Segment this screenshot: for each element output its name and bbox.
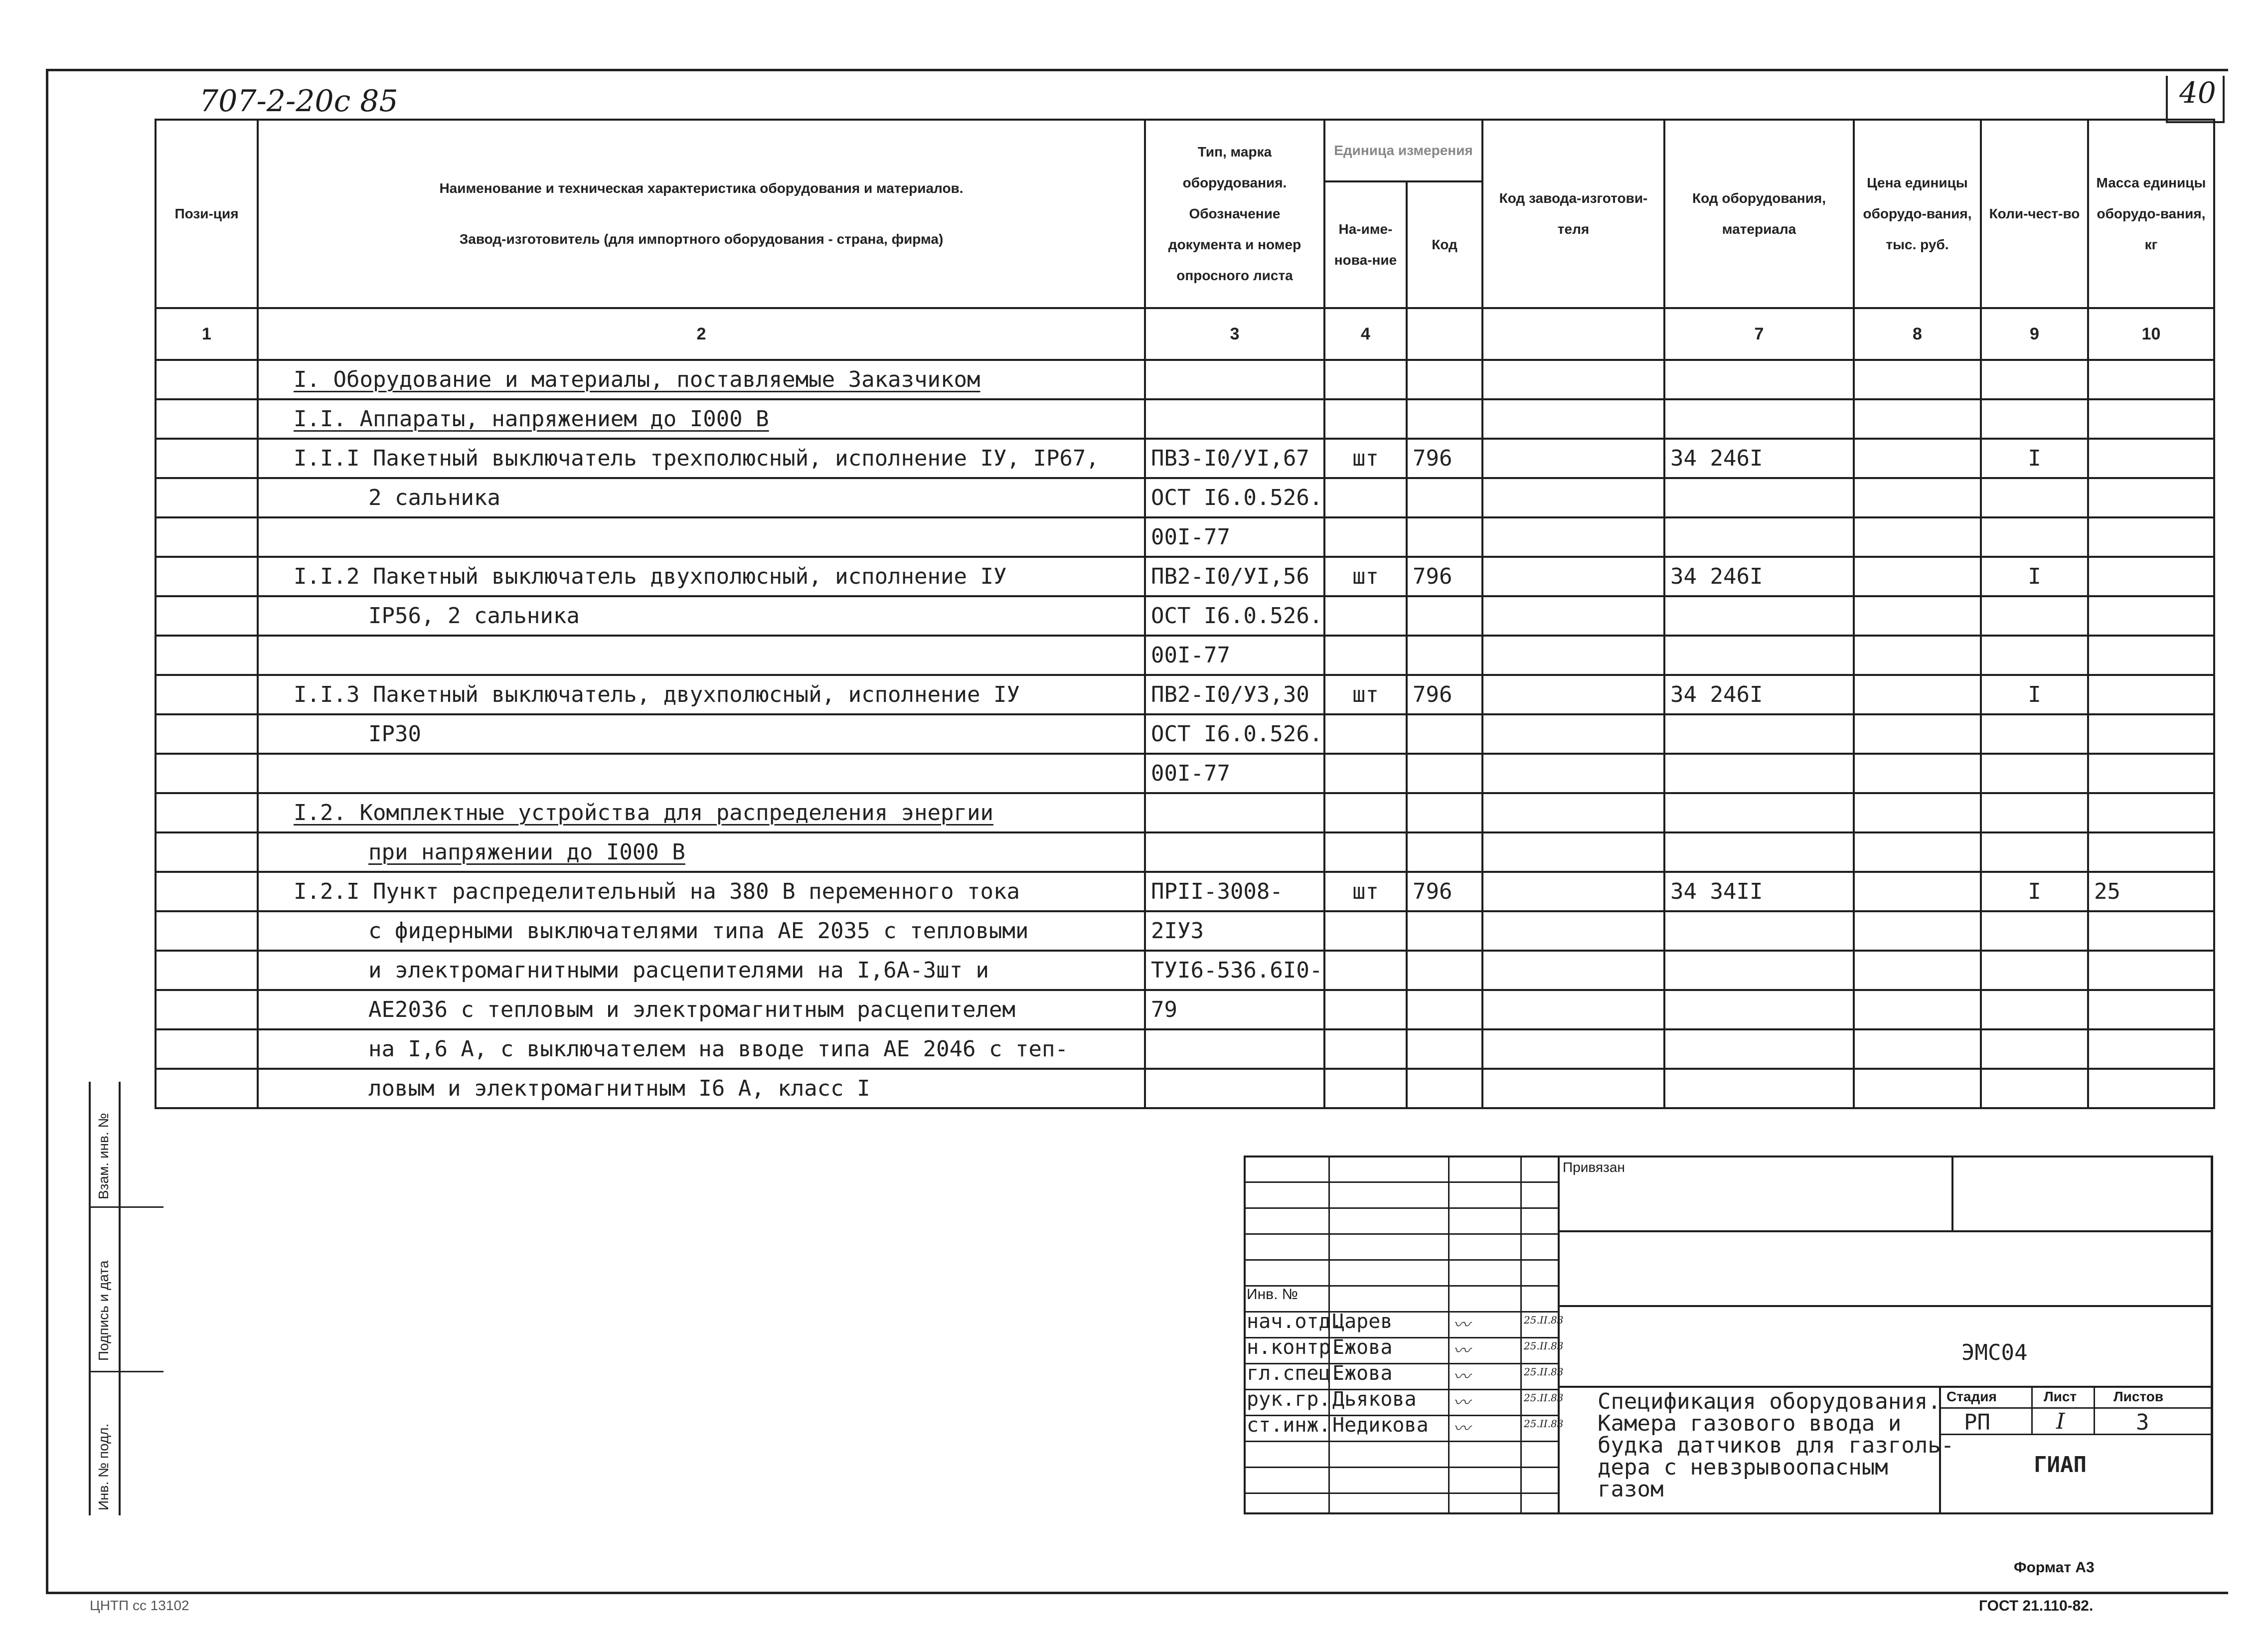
cell-type	[1145, 832, 1324, 872]
cell-mass	[2088, 990, 2214, 1029]
cell-unit	[1324, 517, 1407, 557]
cell-unit	[1324, 360, 1407, 399]
column-number	[1407, 308, 1482, 360]
stamp-code: ЭМС04	[1961, 1340, 2028, 1365]
vzam-inv-label: Взам. инв. №	[96, 1113, 111, 1199]
signer-date: 25.II.83	[1524, 1418, 1564, 1430]
cell-code	[1664, 596, 1854, 636]
cell-type: ОСТ I6.0.526.	[1145, 596, 1324, 636]
cell-code	[1664, 793, 1854, 832]
cell-price	[1854, 951, 1981, 990]
cell-maker	[1482, 1029, 1664, 1069]
header-name-line1: Наименование и техническая характеристика оборудования и материалов.	[439, 180, 964, 196]
header-name	[258, 120, 1145, 308]
cell-price	[1854, 439, 1981, 478]
cell-type: 00I-77	[1145, 754, 1324, 793]
cell-price	[1854, 399, 1981, 439]
signer-name: Ежова	[1332, 1362, 1393, 1385]
table-row	[156, 793, 2214, 832]
cell-pos	[156, 478, 258, 517]
item-name: с фидерными выключателями типа АЕ 2035 с тепловыми	[368, 918, 1029, 944]
column-number	[1482, 308, 1664, 360]
cell-unit: шт	[1324, 439, 1407, 478]
cell-maker	[1482, 399, 1664, 439]
cell-qty: I	[1981, 439, 2088, 478]
signer-name: Царев	[1332, 1310, 1393, 1333]
cell-maker	[1482, 911, 1664, 951]
cell-pos	[156, 714, 258, 754]
cell-unit	[1324, 636, 1407, 675]
header-price: Цена единицы оборудо-вания, тыс. руб.	[1854, 120, 1981, 308]
cell-unit-code: 796	[1407, 557, 1482, 596]
cell-unit-code: 796	[1407, 439, 1482, 478]
header-name-line2: Завод-изготовитель (для импортного оборудования - страна, фирма)	[459, 231, 944, 247]
item-name: I.2.I Пункт распределительный на 380 В переменного тока	[294, 879, 1020, 904]
cell-type	[1145, 399, 1324, 439]
cell-unit-code	[1407, 1029, 1482, 1069]
cell-maker	[1482, 557, 1664, 596]
cell-type	[1145, 1069, 1324, 1108]
cell-pos	[156, 399, 258, 439]
cell-qty	[1981, 1069, 2088, 1108]
column-numbers-row	[156, 308, 2214, 360]
signer-name: Ежова	[1332, 1336, 1393, 1359]
cell-type	[1145, 1029, 1324, 1069]
table-row	[156, 1029, 2214, 1069]
cell-pos	[156, 557, 258, 596]
column-number: 3	[1145, 308, 1324, 360]
item-name: IP56, 2 сальника	[368, 603, 580, 629]
cell-name	[258, 517, 1145, 557]
cell-type: ПВ2-I0/УI,56	[1145, 557, 1324, 596]
cell-name	[258, 478, 1145, 517]
item-name: при напряжении до I000 В	[368, 839, 685, 865]
cell-mass	[2088, 439, 2214, 478]
cell-code: 34 34II	[1664, 872, 1854, 911]
cell-maker	[1482, 714, 1664, 754]
cell-mass	[2088, 360, 2214, 399]
cell-code	[1664, 636, 1854, 675]
table-row	[156, 990, 2214, 1029]
column-number: 1	[156, 308, 258, 360]
cell-qty: I	[1981, 557, 2088, 596]
cell-qty	[1981, 399, 2088, 439]
cell-price	[1854, 675, 1981, 714]
cell-unit-code	[1407, 478, 1482, 517]
cell-qty	[1981, 517, 2088, 557]
cell-pos	[156, 596, 258, 636]
cell-pos	[156, 872, 258, 911]
signer-role: нач.отд.	[1247, 1310, 1343, 1333]
cell-name	[258, 439, 1145, 478]
header-equipment-code: Код оборудования, материала	[1664, 120, 1854, 308]
privyazan-label: Привязан	[1563, 1159, 1625, 1175]
cell-unit-code	[1407, 399, 1482, 439]
table-row	[156, 872, 2214, 911]
signer-date: 25.II.83	[1524, 1314, 1564, 1326]
cell-price	[1854, 478, 1981, 517]
cell-unit: шт	[1324, 557, 1407, 596]
cell-qty	[1981, 754, 2088, 793]
item-name: и электромагнитными расцепителями на I,6А-3шт и	[368, 958, 989, 983]
item-name: АЕ2036 с тепловым и электромагнитным расцепителем	[368, 997, 1016, 1022]
signature-icon: 〰	[1453, 1419, 1470, 1439]
cell-unit: шт	[1324, 675, 1407, 714]
stage-label: Стадия	[1946, 1389, 1997, 1404]
cell-pos	[156, 1069, 258, 1108]
cell-name	[258, 754, 1145, 793]
cell-pos	[156, 793, 258, 832]
cell-name	[258, 1029, 1145, 1069]
cell-unit-code	[1407, 911, 1482, 951]
cell-unit-code	[1407, 951, 1482, 990]
sheet-label: Лист	[2044, 1389, 2077, 1404]
signer-date: 25.II.83	[1524, 1366, 1564, 1378]
cell-price	[1854, 714, 1981, 754]
title-line: газом	[1598, 1477, 1664, 1502]
cell-maker	[1482, 754, 1664, 793]
cell-qty: I	[1981, 675, 2088, 714]
cell-unit	[1324, 951, 1407, 990]
cell-unit-code	[1407, 360, 1482, 399]
stage-value: РП	[1964, 1410, 1990, 1435]
title-line: дера с невзрывоопасным	[1598, 1455, 1888, 1480]
cell-name	[258, 911, 1145, 951]
cell-price	[1854, 557, 1981, 596]
cell-name	[258, 1069, 1145, 1108]
header-unit-group: Единица измерения	[1324, 120, 1482, 181]
cell-type: ТУI6-536.6I0-	[1145, 951, 1324, 990]
cell-pos	[156, 951, 258, 990]
table-row	[156, 1069, 2214, 1108]
cell-unit-code	[1407, 596, 1482, 636]
page-number: 40	[2179, 76, 2216, 110]
item-name: ловым и электромагнитным I6 А, класс I	[368, 1076, 870, 1101]
cell-maker	[1482, 636, 1664, 675]
cell-qty	[1981, 1029, 2088, 1069]
cell-code: 34 246I	[1664, 557, 1854, 596]
cell-type: ОСТ I6.0.526.	[1145, 714, 1324, 754]
cell-maker	[1482, 990, 1664, 1029]
cell-type: 79	[1145, 990, 1324, 1029]
title-line: Камера газового ввода и	[1598, 1411, 1902, 1436]
signature-icon: 〰	[1453, 1367, 1470, 1387]
title-block	[1244, 1155, 2213, 1514]
item-name: I.I.I Пакетный выключатель трехполюсный, исполнение IУ, IP67,	[294, 446, 1099, 471]
cell-mass	[2088, 1029, 2214, 1069]
cell-unit-code	[1407, 636, 1482, 675]
table-row	[156, 754, 2214, 793]
cell-qty	[1981, 636, 2088, 675]
cell-code	[1664, 832, 1854, 872]
cell-mass	[2088, 793, 2214, 832]
cell-unit	[1324, 793, 1407, 832]
cell-name	[258, 636, 1145, 675]
cell-price	[1854, 872, 1981, 911]
cell-pos	[156, 636, 258, 675]
cell-unit-code: 796	[1407, 872, 1482, 911]
cell-code	[1664, 990, 1854, 1029]
sheets-value: 3	[2136, 1410, 2149, 1435]
cell-maker	[1482, 1069, 1664, 1108]
cell-code	[1664, 911, 1854, 951]
cell-mass	[2088, 478, 2214, 517]
cell-pos	[156, 911, 258, 951]
header-maker-code: Код завода-изготови-теля	[1482, 120, 1664, 308]
column-number: 10	[2088, 308, 2214, 360]
table-row	[156, 557, 2214, 596]
cell-maker	[1482, 951, 1664, 990]
cell-code	[1664, 360, 1854, 399]
bottom-left-label: ЦНТП сс 13102	[90, 1598, 189, 1613]
cell-mass	[2088, 1069, 2214, 1108]
cell-pos	[156, 360, 258, 399]
item-name: I.I.3 Пакетный выключатель, двухполюсный, исполнение IУ	[294, 682, 1020, 707]
inv-number-label: Инв. №	[1247, 1286, 1298, 1303]
signer-date: 25.II.83	[1524, 1392, 1564, 1404]
cell-unit	[1324, 990, 1407, 1029]
cell-code	[1664, 399, 1854, 439]
sheets-label: Листов	[2113, 1389, 2164, 1404]
cell-name	[258, 675, 1145, 714]
signer-name: Дьякова	[1332, 1388, 1417, 1411]
specification-body	[156, 360, 2214, 1108]
header-quantity: Коли-чест-во	[1981, 120, 2088, 308]
header-mass: Масса единицы оборудо-вания, кг	[2088, 120, 2214, 308]
header-unit-code: Код	[1407, 181, 1482, 308]
cell-price	[1854, 636, 1981, 675]
signer-role: гл.спец.	[1247, 1362, 1343, 1385]
cell-name	[258, 714, 1145, 754]
signer-role: ст.инж.	[1247, 1414, 1331, 1437]
table-row	[156, 951, 2214, 990]
cell-pos	[156, 439, 258, 478]
cell-unit	[1324, 832, 1407, 872]
inv-podl-label: Инв. № подл.	[96, 1423, 111, 1510]
cell-qty	[1981, 714, 2088, 754]
cell-mass	[2088, 557, 2214, 596]
cell-pos	[156, 1029, 258, 1069]
cell-unit-code	[1407, 1069, 1482, 1108]
cell-name	[258, 832, 1145, 872]
cell-maker	[1482, 793, 1664, 832]
cell-type: 2IУЗ	[1145, 911, 1324, 951]
cell-name	[258, 951, 1145, 990]
column-number: 4	[1324, 308, 1407, 360]
item-name: 2 сальника	[368, 485, 500, 510]
cell-unit	[1324, 911, 1407, 951]
cell-mass: 25	[2088, 872, 2214, 911]
cell-unit-code	[1407, 990, 1482, 1029]
cell-maker	[1482, 872, 1664, 911]
signer-date: 25.II.83	[1524, 1340, 1564, 1352]
cell-code: 34 246I	[1664, 675, 1854, 714]
cell-maker	[1482, 478, 1664, 517]
column-number: 7	[1664, 308, 1854, 360]
title-line: Спецификация оборудования.	[1598, 1389, 1941, 1414]
table-row	[156, 675, 2214, 714]
cell-name	[258, 793, 1145, 832]
cell-name	[258, 990, 1145, 1029]
margin-labels	[89, 1082, 163, 1515]
cell-type	[1145, 360, 1324, 399]
cell-qty	[1981, 360, 2088, 399]
item-name: IP30	[368, 721, 421, 747]
table-row	[156, 832, 2214, 872]
cell-price	[1854, 517, 1981, 557]
cell-unit: шт	[1324, 872, 1407, 911]
signer-name: Недикова	[1332, 1414, 1429, 1437]
sheet-value: I	[2056, 1409, 2065, 1434]
cell-code	[1664, 1069, 1854, 1108]
cell-pos	[156, 517, 258, 557]
table-row	[156, 360, 2214, 399]
cell-mass	[2088, 636, 2214, 675]
cell-qty: I	[1981, 872, 2088, 911]
doc-number: 707-2-20с 85	[199, 84, 398, 119]
item-name: I.I. Аппараты, напряжением до I000 В	[294, 406, 769, 432]
cell-code	[1664, 951, 1854, 990]
cell-unit-code	[1407, 832, 1482, 872]
cell-qty	[1981, 596, 2088, 636]
column-number: 9	[1981, 308, 2088, 360]
item-name: I.2. Комплектные устройства для распределения энергии	[294, 800, 993, 825]
gost-label: ГОСТ 21.110-82.	[1979, 1598, 2094, 1614]
document-title	[1598, 1391, 1954, 1500]
item-name: на I,6 А, с выключателем на вводе типа АЕ 2046 с теп-	[368, 1036, 1068, 1062]
format-label: Формат А3	[2014, 1559, 2095, 1576]
cell-maker	[1482, 832, 1664, 872]
cell-mass	[2088, 911, 2214, 951]
cell-unit-code	[1407, 793, 1482, 832]
cell-qty	[1981, 793, 2088, 832]
cell-unit	[1324, 1069, 1407, 1108]
cell-price	[1854, 832, 1981, 872]
organization: ГИАП	[2034, 1452, 2087, 1478]
cell-mass	[2088, 754, 2214, 793]
column-number: 8	[1854, 308, 1981, 360]
cell-type: ПВЗ-I0/УI,67	[1145, 439, 1324, 478]
cell-price	[1854, 360, 1981, 399]
cell-type	[1145, 793, 1324, 832]
cell-maker	[1482, 360, 1664, 399]
cell-type: ПРII-3008-	[1145, 872, 1324, 911]
cell-qty	[1981, 990, 2088, 1029]
signer-role: н.контр.	[1247, 1336, 1343, 1359]
podpis-data-label: Подпись и дата	[96, 1260, 111, 1361]
signature-icon: 〰	[1453, 1341, 1470, 1361]
cell-mass	[2088, 517, 2214, 557]
cell-mass	[2088, 675, 2214, 714]
cell-maker	[1482, 596, 1664, 636]
table-row	[156, 636, 2214, 675]
item-name: I. Оборудование и материалы, поставляемые Заказчиком	[294, 367, 980, 392]
table-row	[156, 478, 2214, 517]
cell-code	[1664, 478, 1854, 517]
cell-unit	[1324, 1029, 1407, 1069]
cell-price	[1854, 1029, 1981, 1069]
cell-code	[1664, 754, 1854, 793]
cell-pos	[156, 675, 258, 714]
cell-name	[258, 557, 1145, 596]
cell-type: ОСТ I6.0.526.	[1145, 478, 1324, 517]
column-number: 2	[258, 308, 1145, 360]
cell-qty	[1981, 951, 2088, 990]
cell-unit	[1324, 478, 1407, 517]
signature-icon: 〰	[1453, 1393, 1470, 1413]
table-row	[156, 911, 2214, 951]
cell-price	[1854, 990, 1981, 1029]
cell-mass	[2088, 714, 2214, 754]
cell-unit-code	[1407, 517, 1482, 557]
cell-price	[1854, 596, 1981, 636]
cell-unit	[1324, 399, 1407, 439]
specification-table	[155, 119, 2215, 1109]
cell-name	[258, 596, 1145, 636]
cell-unit-code	[1407, 754, 1482, 793]
table-row	[156, 714, 2214, 754]
cell-qty	[1981, 911, 2088, 951]
title-line: будка датчиков для газголь-	[1598, 1433, 1954, 1458]
cell-maker	[1482, 439, 1664, 478]
cell-name	[258, 399, 1145, 439]
cell-code: 34 246I	[1664, 439, 1854, 478]
header-type: Тип, марка оборудования. Обозначение документа и номер опросного листа	[1145, 120, 1324, 308]
cell-maker	[1482, 517, 1664, 557]
item-name: I.I.2 Пакетный выключатель двухполюсный, исполнение IУ	[294, 564, 1007, 589]
table-row	[156, 517, 2214, 557]
cell-mass	[2088, 596, 2214, 636]
cell-price	[1854, 1069, 1981, 1108]
cell-price	[1854, 793, 1981, 832]
signature-icon: 〰	[1453, 1315, 1470, 1335]
cell-unit-code: 796	[1407, 675, 1482, 714]
cell-price	[1854, 754, 1981, 793]
table-row	[156, 399, 2214, 439]
cell-qty	[1981, 478, 2088, 517]
cell-code	[1664, 714, 1854, 754]
cell-pos	[156, 990, 258, 1029]
cell-type: 00I-77	[1145, 636, 1324, 675]
table-row	[156, 439, 2214, 478]
cell-code	[1664, 1029, 1854, 1069]
cell-qty	[1981, 832, 2088, 872]
cell-mass	[2088, 399, 2214, 439]
cell-unit	[1324, 714, 1407, 754]
cell-pos	[156, 832, 258, 872]
cell-unit	[1324, 754, 1407, 793]
cell-price	[1854, 911, 1981, 951]
cell-maker	[1482, 675, 1664, 714]
table-row	[156, 596, 2214, 636]
cell-mass	[2088, 951, 2214, 990]
cell-unit	[1324, 596, 1407, 636]
header-unit-name: На-име-нова-ние	[1324, 181, 1407, 308]
cell-unit-code	[1407, 714, 1482, 754]
cell-code	[1664, 517, 1854, 557]
header-position: Пози-ция	[156, 120, 258, 308]
cell-mass	[2088, 832, 2214, 872]
cell-name	[258, 360, 1145, 399]
cell-name	[258, 872, 1145, 911]
cell-type: 00I-77	[1145, 517, 1324, 557]
signer-role: рук.гр.	[1247, 1388, 1331, 1411]
cell-pos	[156, 754, 258, 793]
cell-type: ПВ2-I0/УЗ,30	[1145, 675, 1324, 714]
